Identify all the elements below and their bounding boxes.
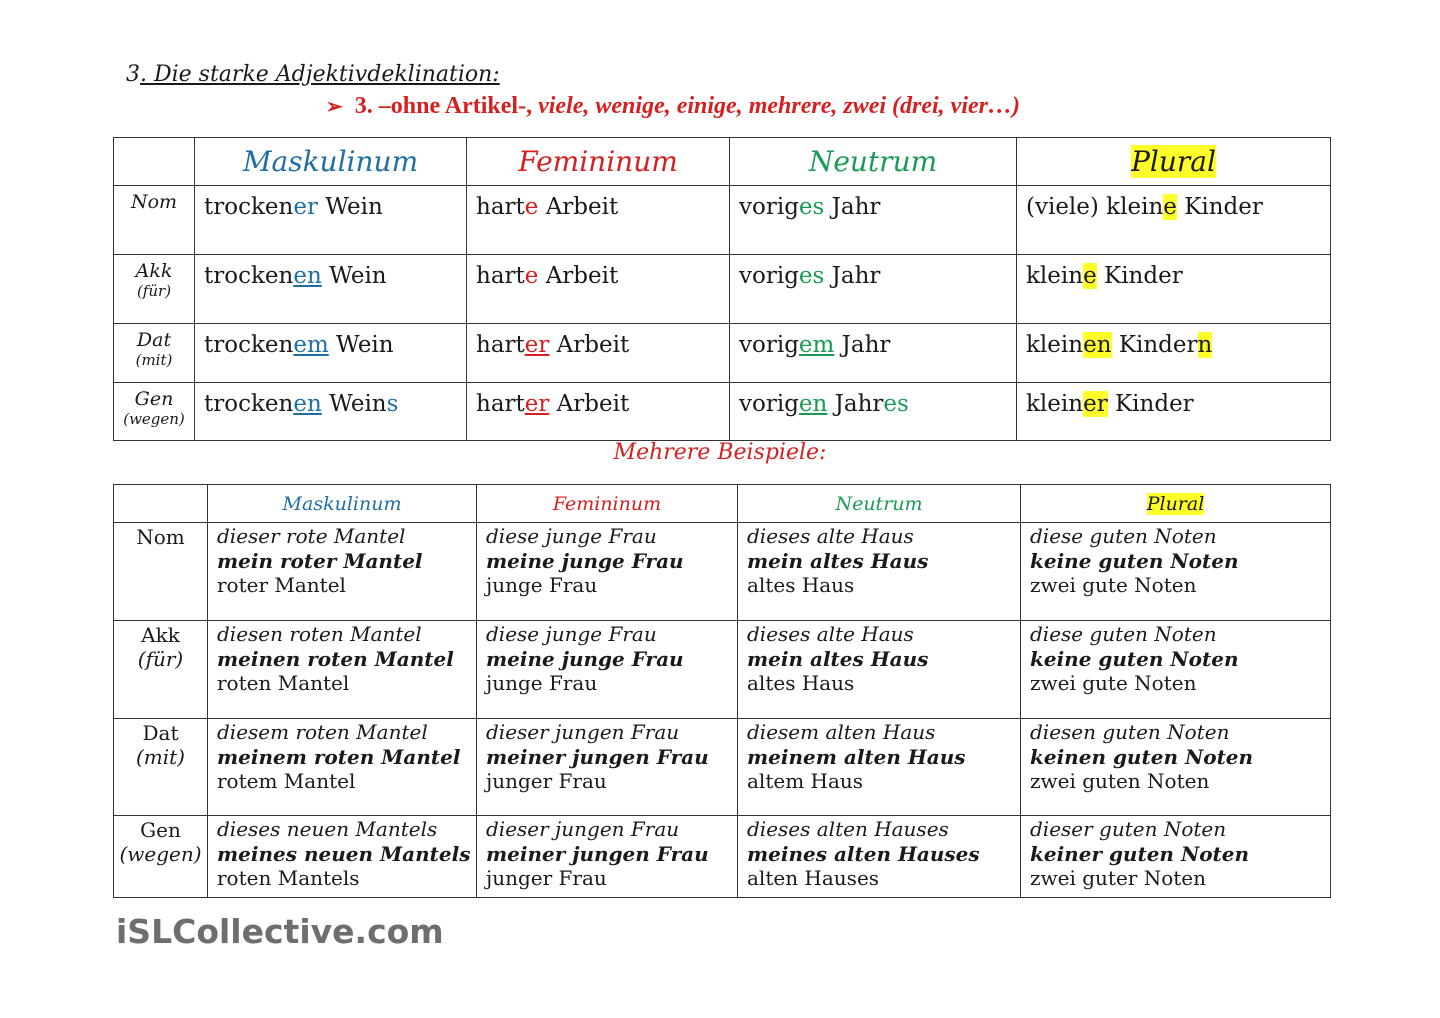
- example-cell-mask: diesen roten Mantel meinen roten Mantel roten Mantel: [208, 621, 477, 719]
- example-cell-neut: dieses alte Haus mein altes Haus altes Haus: [738, 523, 1021, 621]
- declension-cell-plural: kleinen Kindern: [1017, 324, 1331, 383]
- example-cell-plural: diese guten Noten keine guten Noten zwei gute Noten: [1021, 523, 1331, 621]
- example-cell-fem: diese junge Frau meine junge Frau junge Frau: [477, 523, 738, 621]
- example-cell-fem: diese junge Frau meine junge Frau junge Frau: [477, 621, 738, 719]
- example-cell-fem: dieser jungen Frau meiner jungen Frau junger Frau: [477, 719, 738, 816]
- header-feminine: Femininum: [477, 485, 738, 523]
- table-row: [114, 621, 1331, 719]
- header-masculine: Maskulinum: [208, 485, 477, 523]
- case-label: Dat (mit): [114, 719, 208, 816]
- declension-cell-neut: voriges Jahr: [730, 255, 1017, 324]
- header-neuter: Neutrum: [730, 138, 1017, 186]
- header-neuter: Neutrum: [738, 485, 1021, 523]
- declension-cell-fem: harter Arbeit: [467, 324, 730, 383]
- example-cell-neut: dieses alte Haus mein altes Haus altes Haus: [738, 621, 1021, 719]
- example-cell-plural: dieser guten Noten keiner guten Noten zwei guter Noten: [1021, 816, 1331, 898]
- case-label: Gen (wegen): [114, 383, 195, 441]
- declension-cell-neut: vorigen Jahres: [730, 383, 1017, 441]
- example-cell-neut: dieses alten Hauses meines alten Hauses alten Hauses: [738, 816, 1021, 898]
- header-feminine: Femininum: [467, 138, 730, 186]
- example-cell-fem: dieser jungen Frau meiner jungen Frau junger Frau: [477, 816, 738, 898]
- declension-table: [113, 137, 1331, 441]
- example-cell-plural: diese guten Noten keine guten Noten zwei gute Noten: [1021, 621, 1331, 719]
- table-row: [114, 255, 1331, 324]
- watermark-logo: iSLCollective.com: [116, 912, 444, 951]
- header-plural: Plural: [1017, 138, 1331, 186]
- declension-cell-neut: voriges Jahr: [730, 186, 1017, 255]
- table-row: [114, 719, 1331, 816]
- case-label: Nom: [114, 523, 208, 621]
- declension-cell-plural: kleiner Kinder: [1017, 383, 1331, 441]
- subtitle-rest: viele, wenige, einige, mehrere, zwei (drei, vier…): [538, 93, 1020, 119]
- declension-cell-mask: trockener Wein: [195, 186, 467, 255]
- example-cell-mask: dieses neuen Mantels meines neuen Mantels roten Mantels: [208, 816, 477, 898]
- table-header-row: [114, 138, 1331, 186]
- case-label: Akk (für): [114, 255, 195, 324]
- table-row: [114, 324, 1331, 383]
- header-masculine: Maskulinum: [195, 138, 467, 186]
- example-cell-plural: diesen guten Noten keinen guten Noten zwei guten Noten: [1021, 719, 1331, 816]
- example-cell-neut: diesem alten Haus meinem alten Haus altem Haus: [738, 719, 1021, 816]
- declension-cell-fem: harte Arbeit: [467, 186, 730, 255]
- declension-cell-plural: (viele) kleine Kinder: [1017, 186, 1331, 255]
- arrow-bullet-icon: ➢: [326, 96, 343, 118]
- title-text: . Die starke Adjektivdeklination:: [140, 62, 500, 87]
- declension-cell-plural: kleine Kinder: [1017, 255, 1331, 324]
- table-header-row: [114, 485, 1331, 523]
- case-label: Akk (für): [114, 621, 208, 719]
- subtitle: [326, 93, 1020, 120]
- case-label: Dat (mit): [114, 324, 195, 383]
- table-row: [114, 186, 1331, 255]
- declension-cell-mask: trockenen Weins: [195, 383, 467, 441]
- table-row: [114, 816, 1331, 898]
- title-number: 3: [126, 62, 140, 87]
- declension-cell-mask: trockenem Wein: [195, 324, 467, 383]
- examples-heading: Mehrere Beispiele:: [613, 440, 827, 465]
- table-row: [114, 523, 1331, 621]
- example-cell-mask: diesem roten Mantel meinem roten Mantel rotem Mantel: [208, 719, 477, 816]
- subtitle-lead: 3. –ohne Artikel-,: [354, 93, 533, 119]
- examples-table: [113, 484, 1331, 898]
- table-row: [114, 383, 1331, 441]
- case-label: Gen (wegen): [114, 816, 208, 898]
- declension-cell-mask: trockenen Wein: [195, 255, 467, 324]
- header-plural: Plural: [1021, 485, 1331, 523]
- worksheet-title: [126, 62, 500, 87]
- header-empty-cell: [114, 138, 195, 186]
- case-label: Nom: [114, 186, 195, 255]
- example-cell-mask: dieser rote Mantel mein roter Mantel roter Mantel: [208, 523, 477, 621]
- declension-cell-neut: vorigem Jahr: [730, 324, 1017, 383]
- header-empty-cell: [114, 485, 208, 523]
- declension-cell-fem: harter Arbeit: [467, 383, 730, 441]
- declension-cell-fem: harte Arbeit: [467, 255, 730, 324]
